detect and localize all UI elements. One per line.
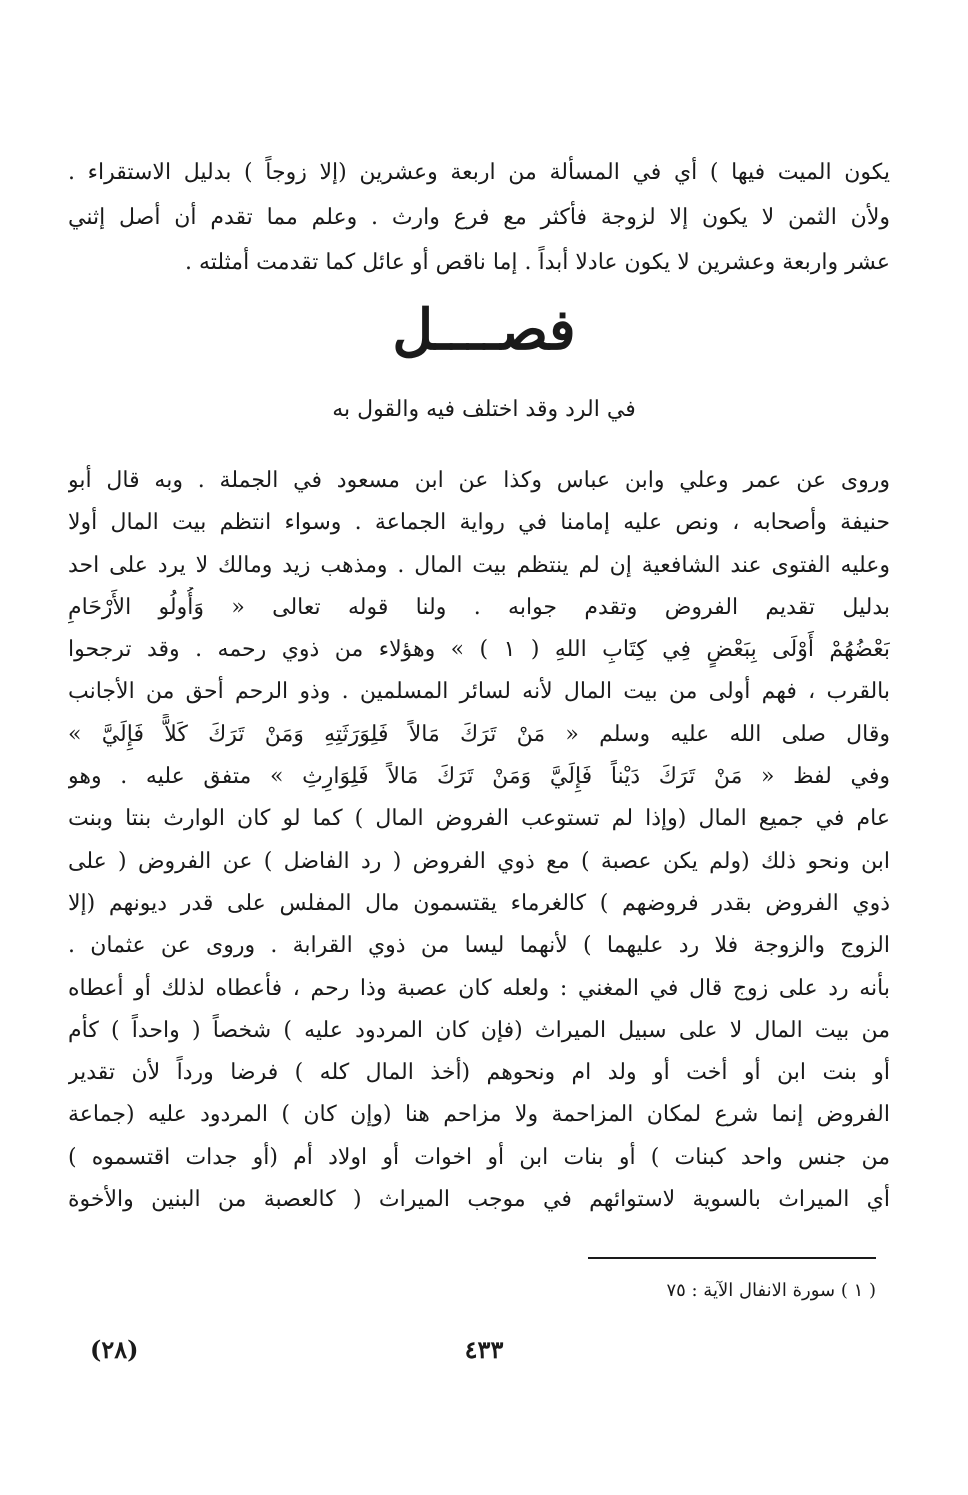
text-line: حنيفة وأصحابه ، ونص عليه إمامنا في رواية الجماعة . وسواء انتظم بيت المال أولا: [68, 510, 890, 536]
text-line: وروى عن عمر وعلي وابن عباس وكذا عن ابن مسعود في الجملة . وبه قال أبو: [68, 468, 890, 493]
signature-mark: (٢٨): [90, 1335, 139, 1364]
text-line: وقال صلى الله عليه وسلم « مَنْ تَرَكَ مَالاً فَلِوَرَثَتِهِ وَمَنْ تَرَكَ كَلاًّ فَإِلَيَّ »: [68, 721, 890, 747]
text-line: أي الميراث بالسوية لاستوائهم في موجب الميراث ( كالعصبة من البنين والأخوة: [68, 1187, 890, 1213]
text-line: عشر واربعة وعشرين لا يكون عادلا أبداً . إما ناقص أو عائل كما تقدمت أمثلته .: [184, 250, 890, 275]
section-subheading: في الرد وقد اختلف فيه والقول به: [332, 397, 636, 422]
section-heading: فصــــل: [392, 297, 576, 363]
text-line: بدليل تقديم الفروض وتقدم جوابه . ولنا قوله تعالى « وَأُولُو الأَرْحَامِ: [68, 594, 890, 620]
page-number: ٤٣٣: [464, 1335, 504, 1364]
footnote-divider: [588, 1257, 876, 1259]
text-line: وفي لفظ « مَنْ تَرَكَ دَيْناً فَإِلَيَّ وَمَنْ تَرَكَ مَالاً فَلِوَارِثِ » متفق عليه . وهو: [68, 764, 890, 790]
text-line: من بيت المال لا على سبيل الميراث (فإن كان المردود عليه ) شخصاً ( واحداً ) كأم: [68, 1017, 890, 1043]
text-line: بالقرب ، فهم أولى من بيت المال لأنه لسائر المسلمين . وذو الرحم أحق من الأجانب: [68, 679, 890, 705]
text-line: الزوج والزوجة فلا رد عليهما ) لأنهما ليسا من ذوي القرابة . وروى عن عثمان .: [68, 933, 890, 959]
text-line: ابن ونحو ذلك (ولم يكن عصبة ) مع ذوي الفروض ( رد الفاضل ) عن الفروض ( على: [68, 848, 890, 874]
text-line: بأنه رد على زوج قال في المغني : ولعله كان عصبة وذا رحم ، فأعطاه لذلك أو أعطاه: [68, 975, 890, 1001]
text-line: بَعْضُهُمْ أَوْلَى بِبَعْضٍ فِي كِتَابِ اللهِ ( ١ ) » وهؤلاء من ذوي رحمه . وقد ترجحوا: [68, 637, 890, 663]
text-line: يكون الميت فيها ) أي في المسألة من اربعة وعشرين (إلا زوجاً ) بدليل الاستقراء .: [68, 160, 890, 185]
text-line: عام في جميع المال (وإذا لم تستوعب الفروض المال ) كما لو كان الوارث بنتا وبنت: [68, 806, 890, 832]
intro-paragraph: [68, 150, 890, 285]
text-line: الفروض إنما شرع لمكان المزاحمة ولا مزاحم هنا (وإن كان ) المردود عليه (جماعة: [68, 1102, 890, 1128]
text-line: ولأن الثمن لا يكون إلا لزوجة فأكثر مع فرع وارث . وعلم مما تقدم أن أصل إثني: [68, 205, 890, 230]
text-line: أو بنت ابن أو أخت أو ولد ام ونحوهم (أخذ المال كله ) فرضا ورداً لأن تقدير: [68, 1060, 890, 1086]
text-line: وعليه الفتوى عند الشافعية إن لم ينتظم بيت المال . ومذهب زيد ومالك لا يرد على احد: [68, 552, 890, 578]
footnote: ( ١ ) سورة الانفال الآية : ٧٥: [666, 1280, 876, 1301]
main-paragraph: [68, 460, 890, 1221]
text-line: ذوي الفروض بقدر فروضهم ) كالغرماء يقتسمون مال المفلس على قدر ديونهم (إلا: [68, 890, 890, 916]
text-line: من جنس واحد كبنات ) أو بنات ابن أو اخوات أو اولاد أم (أو جدات اقتسموه ): [68, 1144, 890, 1170]
